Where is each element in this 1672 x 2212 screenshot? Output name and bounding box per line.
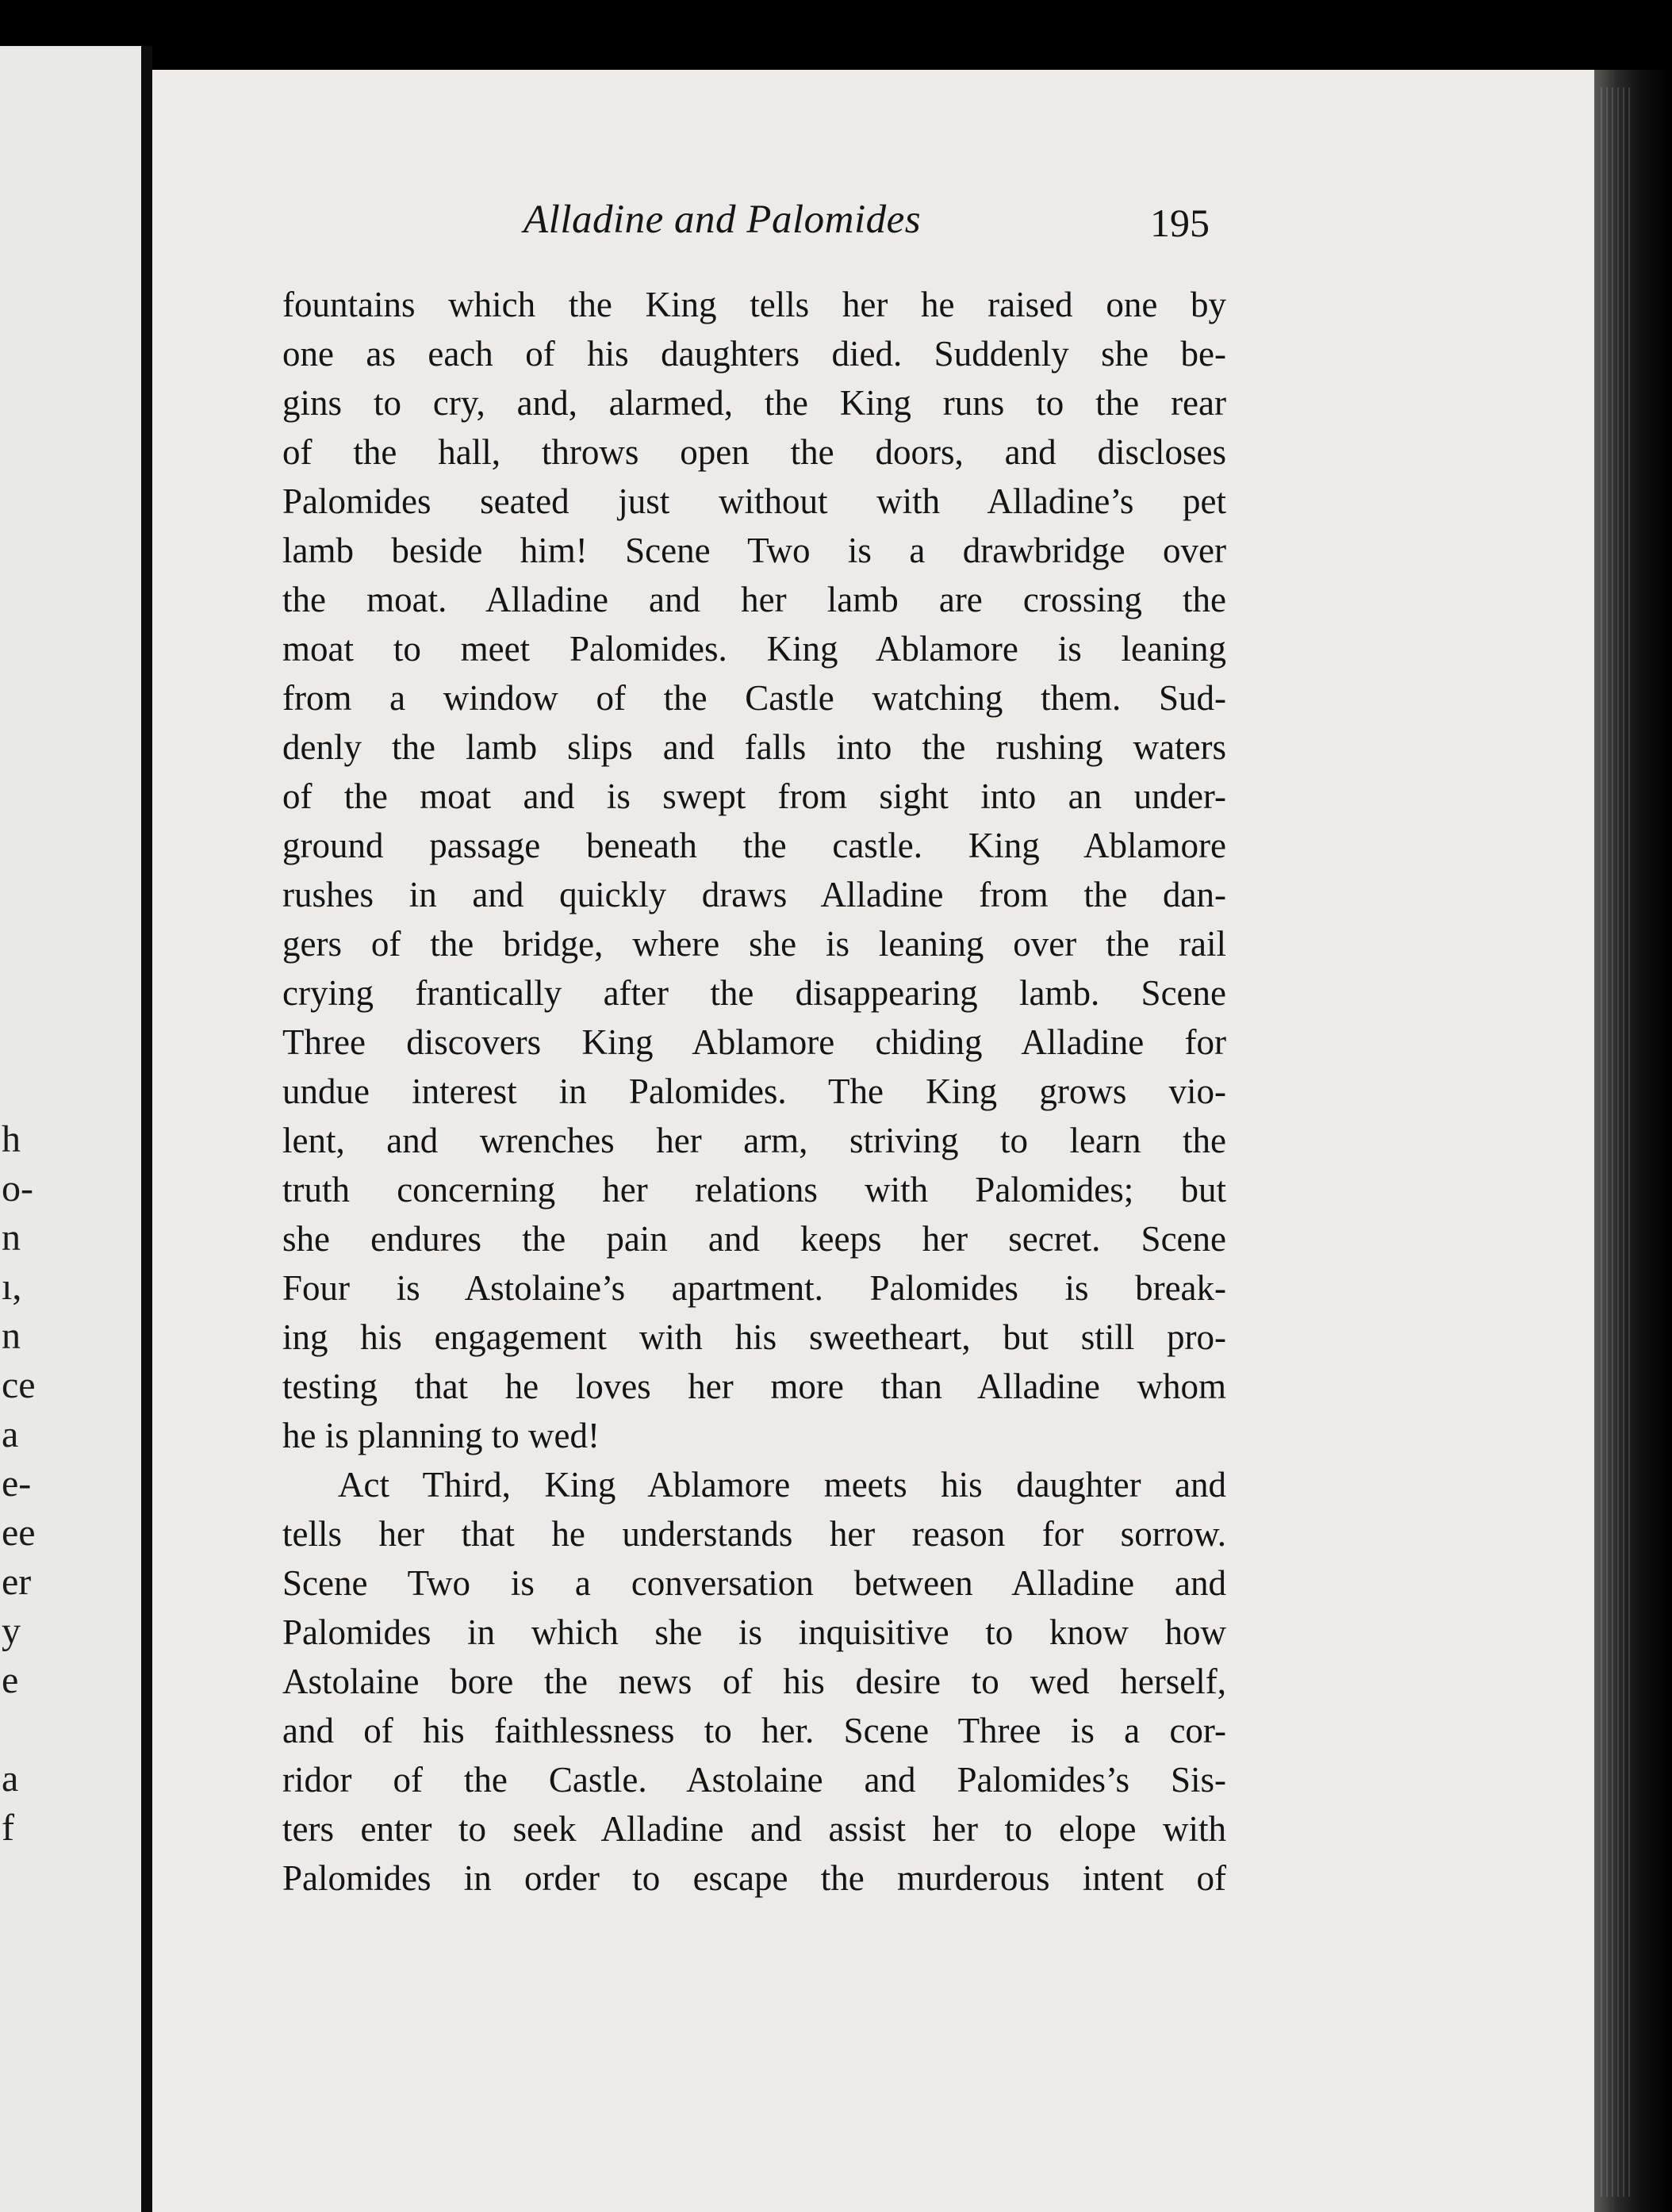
text-line: truth concerning her relations with Palomides; but <box>282 1170 1226 1210</box>
left-fragment: a <box>2 1413 19 1455</box>
text-line: ground passage beneath the castle. King Ablamore <box>282 826 1226 865</box>
text-line: of the moat and is swept from sight into an under- <box>282 776 1226 816</box>
page-number: 195 <box>1150 201 1210 245</box>
text-line: lent, and wrenches her arm, striving to learn the <box>282 1121 1226 1160</box>
text-line: ters enter to seek Alladine and assist her to elope with <box>282 1809 1226 1849</box>
running-head-title: Alladine and Palomides <box>523 197 922 242</box>
book-gutter <box>141 46 152 2212</box>
text-line: gers of the bridge, where she is leaning over the rail <box>282 924 1226 964</box>
left-fragment: er <box>2 1561 32 1603</box>
text-line: tells her that he understands her reason for sorrow. <box>282 1514 1226 1554</box>
left-fragment: ı, <box>2 1266 22 1308</box>
left-fragment: f <box>2 1807 14 1849</box>
text-line: undue interest in Palomides. The King grows vio- <box>282 1071 1226 1111</box>
text-line: one as each of his daughters died. Suddenly she be- <box>282 334 1226 374</box>
text-line: gins to cry, and, alarmed, the King runs to the rear <box>282 383 1226 423</box>
text-line: Palomides seated just without with Alladine’s pet <box>282 481 1226 521</box>
text-line: ing his engagement with his sweetheart, but still pro- <box>282 1317 1226 1357</box>
text-line: Astolaine bore the news of his desire to wed herself, <box>282 1662 1226 1701</box>
left-fragment: y <box>2 1610 21 1652</box>
left-fragment: o- <box>2 1167 33 1210</box>
left-fragment: h <box>2 1118 21 1160</box>
left-page-edge <box>0 46 141 2212</box>
text-line: Scene Two is a conversation between Alladine and <box>282 1563 1226 1603</box>
left-fragment: e <box>2 1659 19 1701</box>
text-line: and of his faithlessness to her. Scene Three is a cor- <box>282 1711 1226 1750</box>
text-line: Palomides in order to escape the murderous intent of <box>282 1858 1226 1898</box>
text-line: he is planning to wed! <box>282 1416 600 1455</box>
text-line: the moat. Alladine and her lamb are crossing the <box>282 580 1226 619</box>
text-line: from a window of the Castle watching them. Sud- <box>282 678 1226 718</box>
text-line: of the hall, throws open the doors, and discloses <box>282 432 1226 472</box>
text-line: Palomides in which she is inquisitive to know how <box>282 1612 1226 1652</box>
page-stack-lines <box>1601 87 1632 2197</box>
text-line: denly the lamb slips and falls into the rushing waters <box>282 727 1226 767</box>
text-line: she endures the pain and keeps her secret. Scene <box>282 1219 1226 1259</box>
left-fragment: e- <box>2 1463 32 1505</box>
left-fragment: a <box>2 1758 19 1800</box>
text-line: lamb beside him! Scene Two is a drawbridge over <box>282 531 1226 570</box>
text-line: Four is Astolaine’s apartment. Palomides is break- <box>282 1268 1226 1308</box>
text-line: moat to meet Palomides. King Ablamore is leaning <box>282 629 1226 669</box>
text-line: Act Third, King Ablamore meets his daughter and <box>338 1465 1226 1505</box>
left-fragment: ce <box>2 1364 36 1406</box>
text-line: fountains which the King tells her he raised one by <box>282 285 1226 324</box>
text-line: testing that he loves her more than Alladine whom <box>282 1367 1226 1406</box>
left-fragment: n <box>2 1315 21 1357</box>
left-fragment: n <box>2 1217 21 1259</box>
text-line: Three discovers King Ablamore chiding Alladine for <box>282 1022 1226 1062</box>
text-line: crying frantically after the disappearing lamb. Scene <box>282 973 1226 1013</box>
text-line: rushes in and quickly draws Alladine from the dan- <box>282 875 1226 914</box>
text-line: ridor of the Castle. Astolaine and Palomides’s Sis- <box>282 1760 1226 1800</box>
left-fragment: ee <box>2 1512 36 1554</box>
